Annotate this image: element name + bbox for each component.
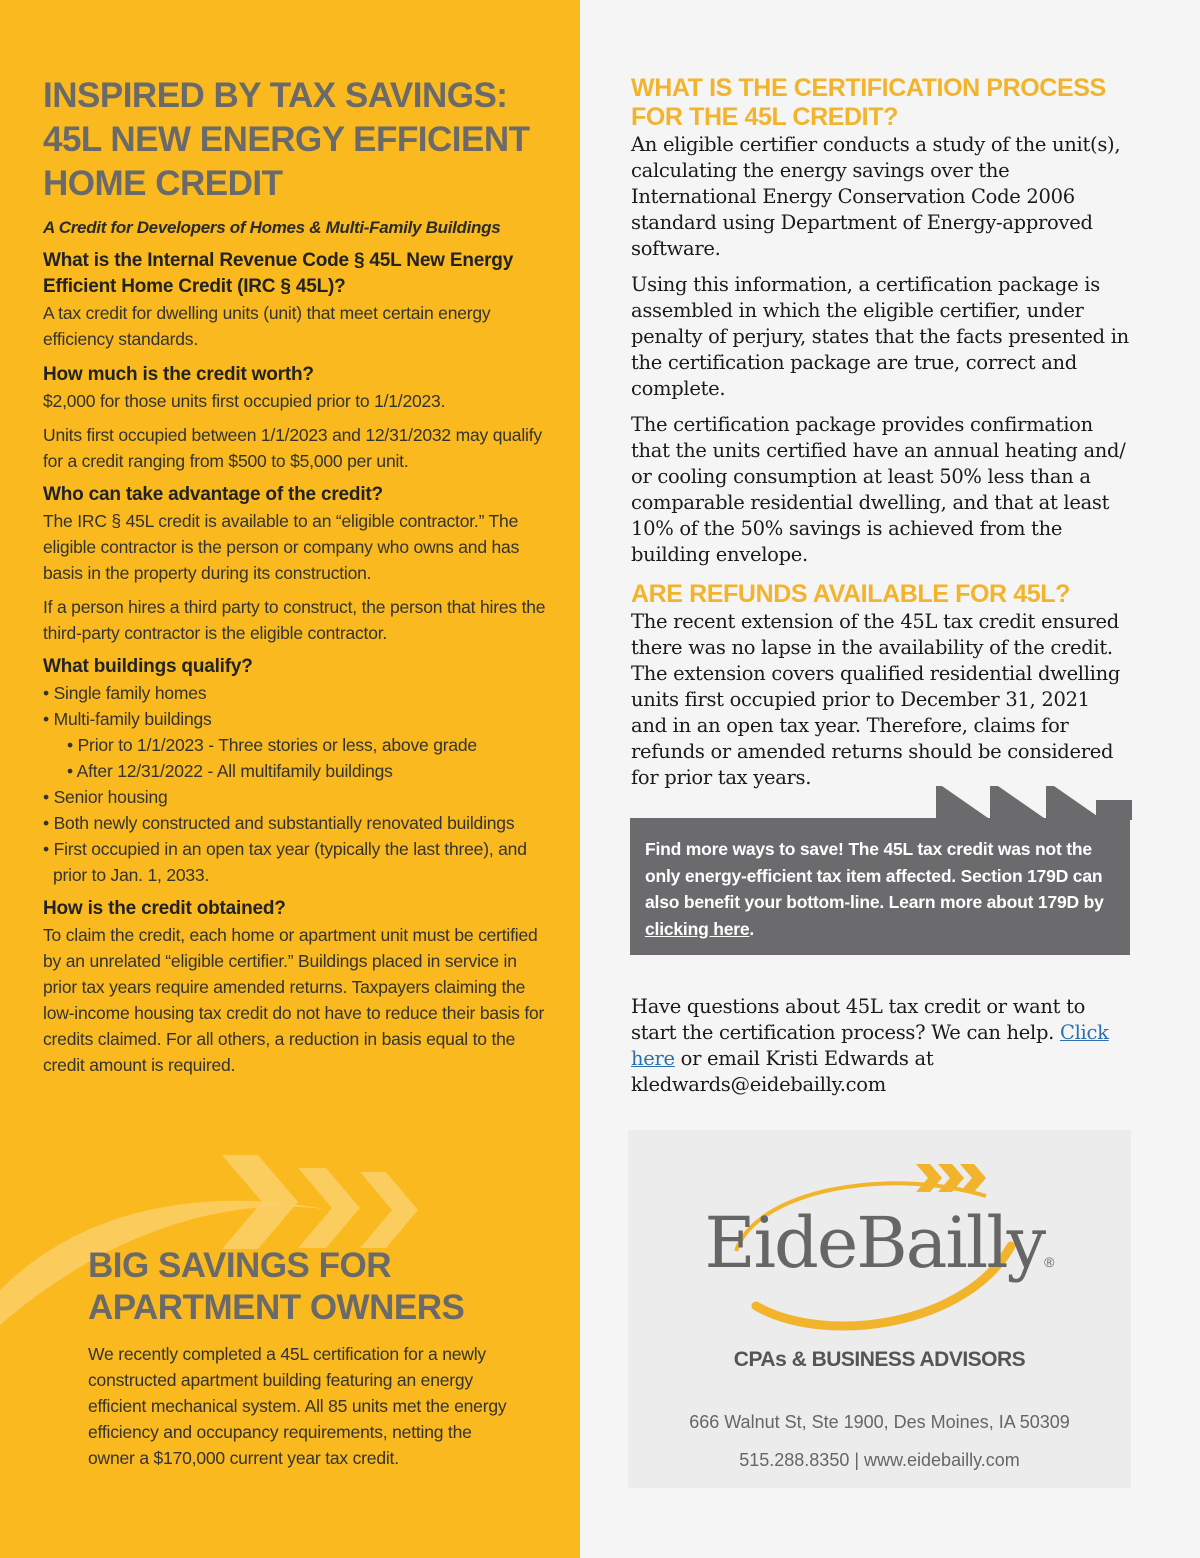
list-item: • Single family homes [43, 683, 207, 703]
cta-end: . [749, 918, 755, 939]
list-item: • First occupied in an open tax year (typically the last three), and prior to Jan. 1, 2033. [43, 839, 527, 885]
question-1: What is the Internal Revenue Code § 45L New Energy Efficient Home Credit (IRC § 45L)? [43, 250, 514, 297]
subtitle: A Credit for Developers of Homes & Multi-Family Buildings [43, 218, 501, 237]
question-2: How much is the credit worth? [43, 364, 314, 385]
title-line-1: INSPIRED BY TAX SAVINGS: [43, 76, 508, 115]
phone-web: 515.288.8350 | www.eidebailly.com [739, 1450, 1020, 1470]
chevron-strip-icon [936, 786, 1132, 820]
answer-1: A tax credit for dwelling units (unit) that meet certain energy efficiency standards. [43, 303, 491, 349]
tagline: CPAs & BUSINESS ADVISORS [733, 1348, 1026, 1371]
cert-paragraph-1: An eligible certifier conducts a study of the unit(s), calculating the energy savings over the International Energy Conservation Code 2006 standard using Department of Energy-approved software. [631, 133, 1121, 260]
refunds-heading: ARE REFUNDS AVAILABLE FOR 45L? [631, 580, 1070, 608]
certification-heading [631, 74, 1131, 132]
cert-heading-line-2: FOR THE 45L CREDIT? [631, 103, 898, 131]
big-title-line-2: APARTMENT OWNERS [88, 1288, 465, 1327]
page-title [43, 74, 548, 206]
answer-2b: Units first occupied between 1/1/2023 and 12/31/2032 may qualify for a credit ranging from $500 to $5,000 per unit. [43, 425, 542, 471]
address: 666 Walnut St, Ste 1900, Des Moines, IA 50309 [689, 1412, 1070, 1432]
answer-2a: $2,000 for those units first occupied prior to 1/1/2023. [43, 391, 446, 411]
list-item: • Both newly constructed and substantially renovated buildings [43, 813, 515, 833]
contact-paragraph [631, 994, 1131, 1098]
answer-3b: If a person hires a third party to construct, the person that hires the third-party contractor is the eligible contractor. [43, 597, 546, 643]
answer-5: To claim the credit, each home or apartment unit must be certified by an unrelated “eligible certifier.” Buildings placed in service in prior tax years require amended returns. Taxpayers claiming the low-income housing tax credit do not have to reduce their basis for credits claimed. For all others, a reduction in basis equal to the credit amount is required. [43, 925, 545, 1075]
list-item: • Multi-family buildings [43, 709, 212, 729]
big-savings-title [88, 1245, 528, 1329]
qualify-list [43, 680, 548, 888]
big-savings-text: We recently completed a 45L certification for a newly constructed apartment building featuring an energy efficient mechanical system. All 85 units met the energy efficiency and occupancy requirements, netting the owner a $170,000 current year tax credit. [88, 1344, 507, 1468]
list-item: • Senior housing [43, 787, 168, 807]
left-panel [0, 0, 580, 1558]
right-panel [580, 0, 1200, 1558]
title-line-2: 45L NEW ENERGY EFFICIENT [43, 120, 530, 159]
registered-mark: ® [1044, 1254, 1055, 1270]
clicking-here-link[interactable]: clicking here [645, 918, 750, 939]
contact-pre: Have questions about 45L tax credit or want to start the certification process? We can help. [631, 995, 1086, 1044]
big-title-line-1: BIG SAVINGS FOR [88, 1246, 391, 1285]
list-item: • After 12/31/2022 - All multifamily buildings [67, 761, 393, 781]
question-4: What buildings qualify? [43, 656, 253, 677]
cert-heading-line-1: WHAT IS THE CERTIFICATION PROCESS [631, 74, 1106, 102]
cta-box [630, 818, 1130, 955]
cta-body: Find more ways to save! The 45L tax credit was not the only energy-efficient tax item affected. Section 179D can also benefit your bottom-line. Learn more about 179D by [645, 839, 1104, 912]
refunds-paragraph: The recent extension of the 45L tax credit ensured there was no lapse in the availability of the credit. The extension covers qualified residential dwelling units first occupied prior to December 31, 2021 and in an open tax year. Therefore, claims for refunds or amended returns should be considered for prior tax years. [631, 610, 1121, 789]
logo-card [628, 1130, 1131, 1488]
answer-3a: The IRC § 45L credit is available to an “eligible contractor.” The eligible contractor is the person or company who owns and has basis in the property during its construction. [43, 511, 520, 583]
cert-paragraph-2: Using this information, a certification package is assembled in which the eligible certifier, under penalty of perjury, states that the facts presented in the certification package are true, correct and complete. [631, 273, 1129, 400]
list-item: • Prior to 1/1/2023 - Three stories or less, above grade [67, 735, 477, 755]
click-here-link[interactable]: Click here [631, 1021, 1109, 1070]
cta-text [645, 836, 1130, 942]
logo-wordmark [628, 1202, 1131, 1284]
question-3: Who can take advantage of the credit? [43, 484, 383, 505]
title-line-3: HOME CREDIT [43, 164, 283, 203]
contact-post: or email Kristi Edwards at kledwards@eidebailly.com [631, 1047, 934, 1096]
cert-paragraph-3: The certification package provides confirmation that the units certified have an annual heating and/ or cooling consumption at least 50% less than a comparable residential dwelling, and that at least 10% of the 50% savings is achieved from the building envelope. [631, 413, 1126, 566]
question-5: How is the credit obtained? [43, 898, 286, 919]
brand-name: EideBailly [704, 1202, 1045, 1284]
